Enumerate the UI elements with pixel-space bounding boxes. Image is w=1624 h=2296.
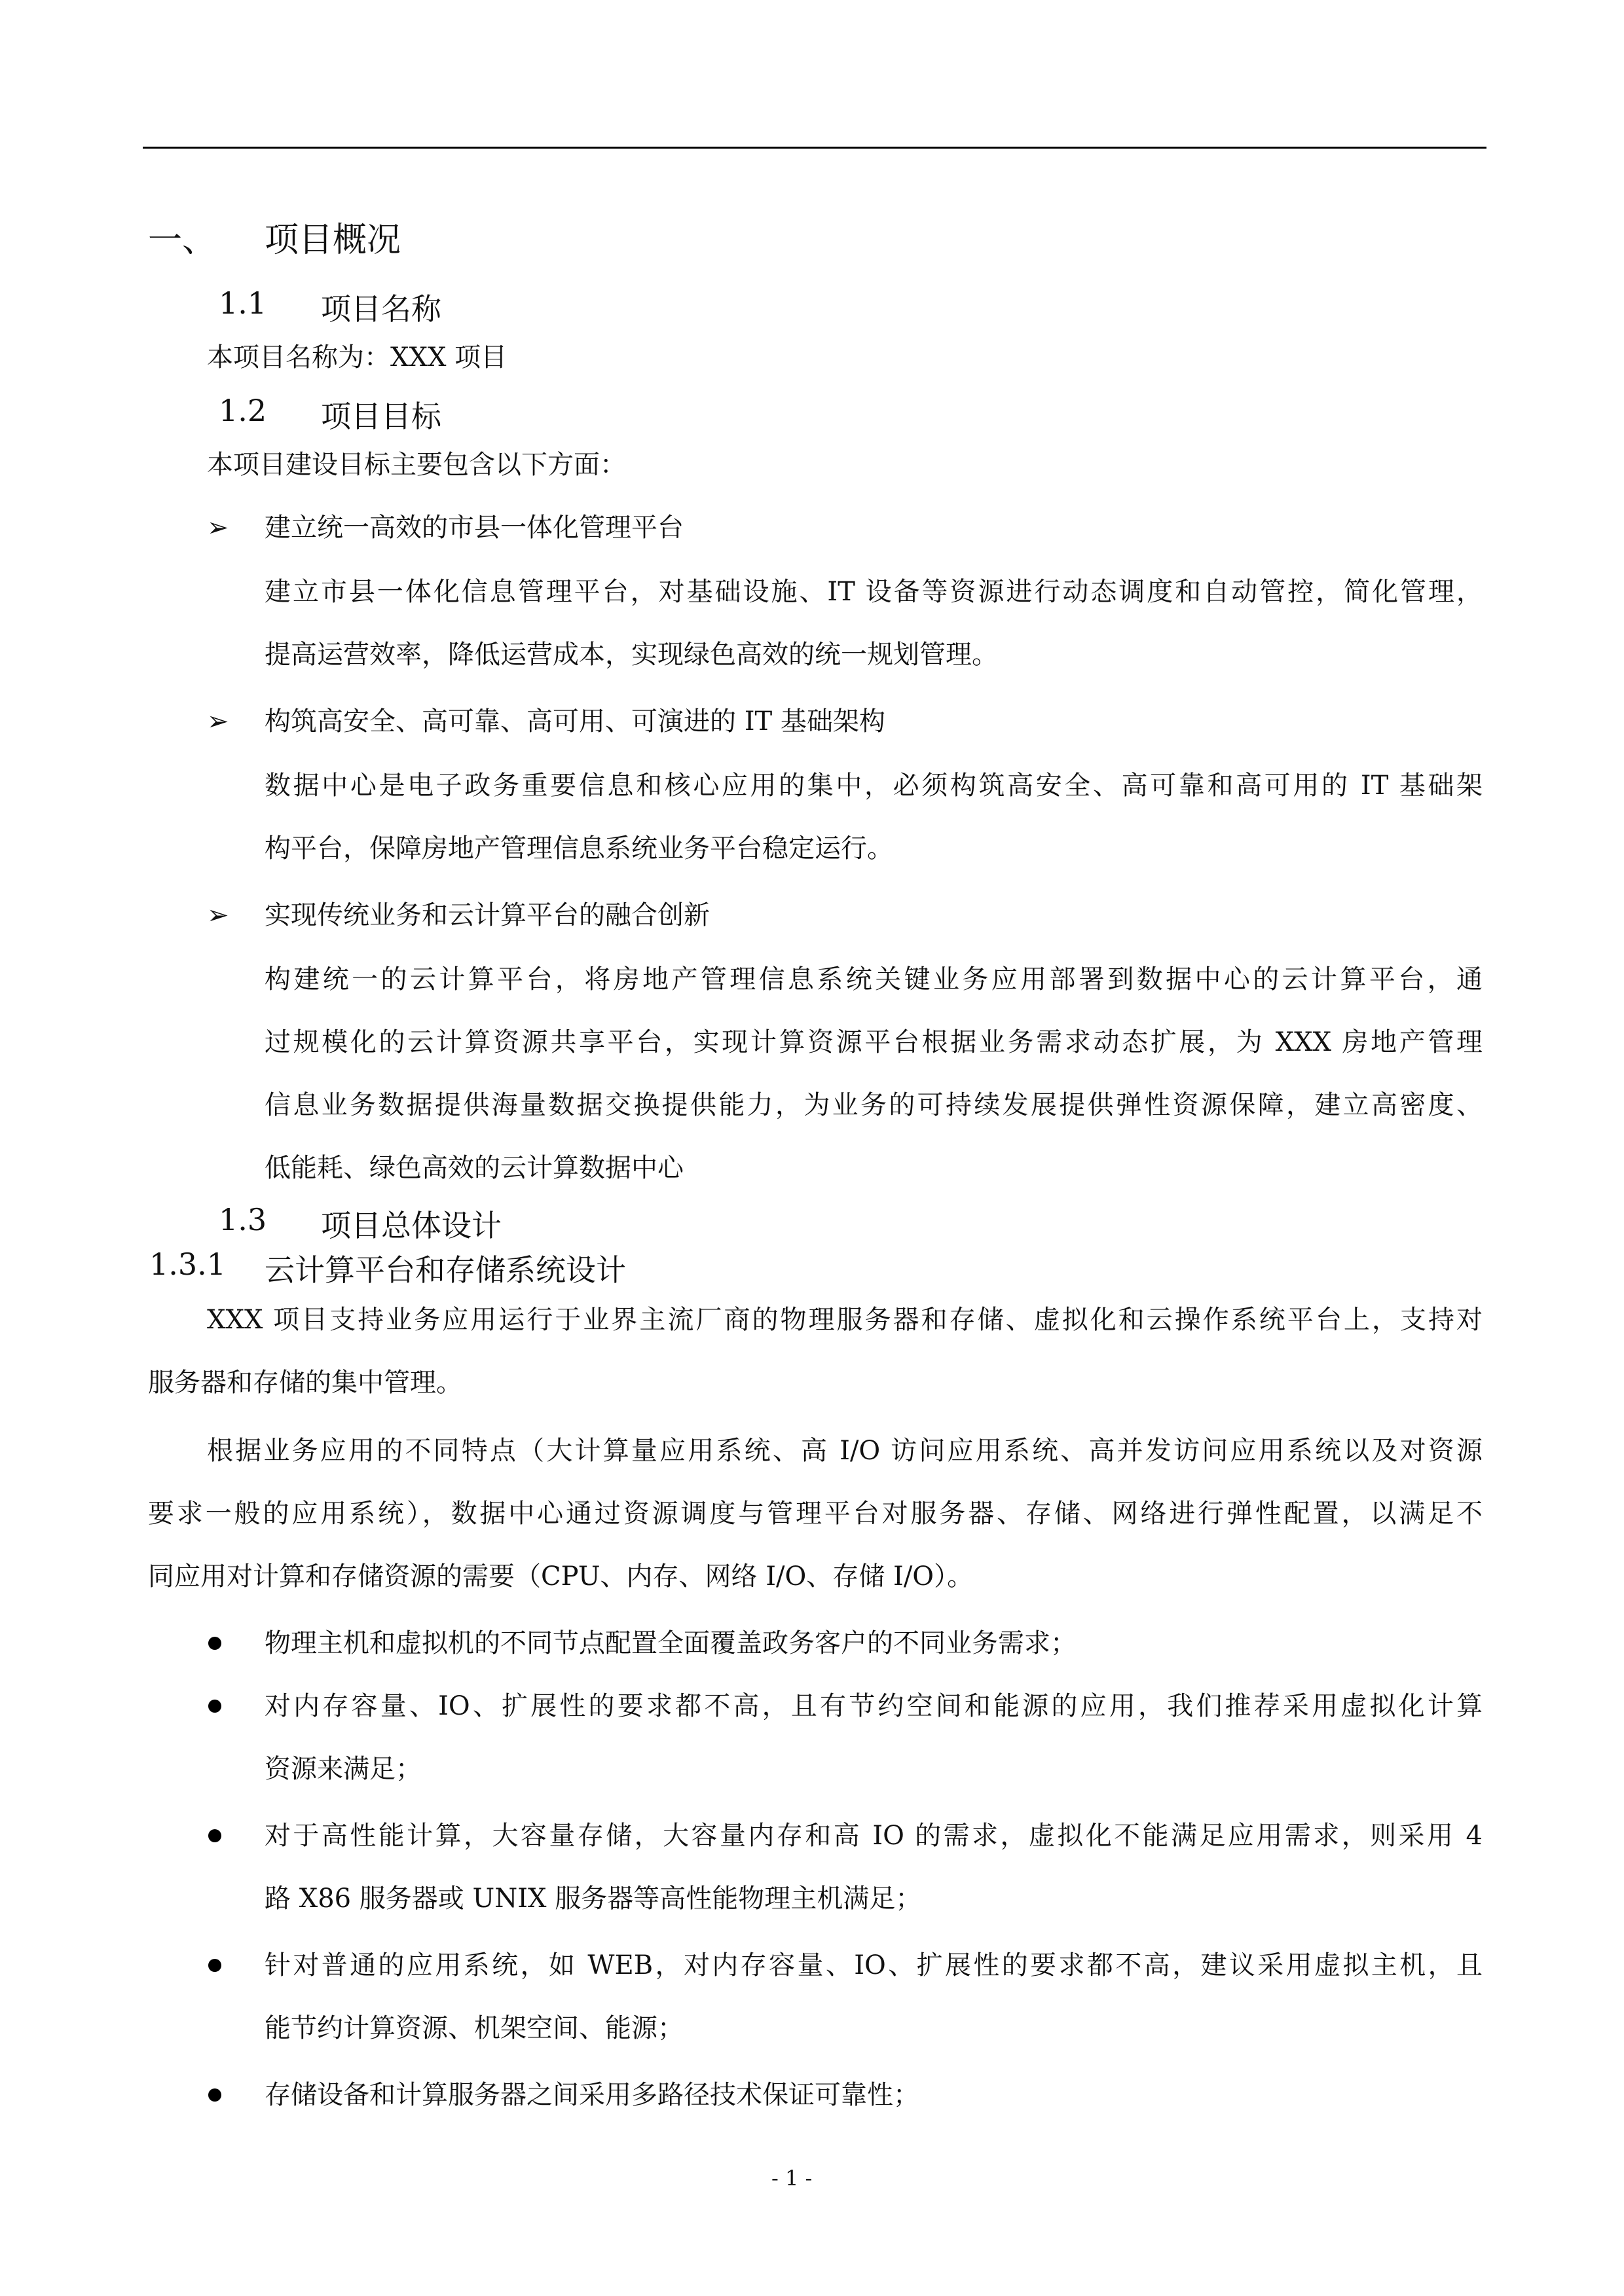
paragraph-line: 根据业务应用的不同特点（大计算量应用系统、高 I/O 访问应用系统、高并发访问应用系统以及对资源 — [207, 1436, 1483, 1466]
project-name-text: 本项目名称为：XXX 项目 — [207, 342, 507, 373]
arrow-bullet-icon: ➢ — [207, 513, 229, 543]
goal-desc-line: 过规模化的云计算资源共享平台，实现计算资源平台根据业务需求动态扩展，为 XXX 房地产管理 — [265, 1027, 1483, 1057]
bullet-line: 路 X86 服务器或 UNIX 服务器等高性能物理主机满足； — [265, 1884, 922, 1914]
paragraph-line: XXX 项目支持业务应用运行于业界主流厂商的物理服务器和存储、虚拟化和云操作系统平台上，支持对 — [207, 1305, 1483, 1335]
goal-desc-line: 构平台，保障房地产管理信息系统业务平台稳定运行。 — [265, 833, 893, 864]
paragraph-line: 服务器和存储的集中管理。 — [148, 1368, 462, 1398]
subsection-title-1-3-1: 云计算平台和存储系统设计 — [265, 1252, 626, 1288]
subsection-number-1-1: 1.1 — [219, 285, 267, 321]
arrow-bullet-icon: ➢ — [207, 900, 229, 930]
header-rule — [143, 147, 1486, 149]
goal-title: 实现传统业务和云计算平台的融合创新 — [265, 900, 710, 930]
subsection-number-1-3: 1.3 — [219, 1202, 267, 1237]
bullet-dot-icon — [208, 2088, 221, 2102]
subsection-title-1-1: 项目名称 — [321, 291, 441, 327]
arrow-bullet-icon: ➢ — [207, 706, 229, 737]
paragraph-line: 要求一般的应用系统），数据中心通过资源调度与管理平台对服务器、存储、网络进行弹性配置，以满足不 — [148, 1499, 1483, 1529]
subsection-title-1-3: 项目总体设计 — [321, 1208, 502, 1243]
bullet-dot-icon — [208, 1829, 221, 1842]
section-title: 项目概况 — [265, 221, 401, 260]
bullet-line: 存储设备和计算服务器之间采用多路径技术保证可靠性； — [265, 2080, 919, 2110]
goal-desc-line: 构建统一的云计算平台，将房地产管理信息系统关键业务应用部署到数据中心的云计算平台，通 — [265, 964, 1483, 994]
goals-intro: 本项目建设目标主要包含以下方面： — [207, 450, 626, 480]
paragraph-line: 同应用对计算和存储资源的需要（CPU、内存、网络 I/O、存储 I/O）。 — [148, 1561, 974, 1592]
goal-desc-line: 低能耗、绿色高效的云计算数据中心 — [265, 1153, 684, 1183]
bullet-dot-icon — [208, 1700, 221, 1713]
bullet-line: 能节约计算资源、机架空间、能源； — [265, 2013, 684, 2043]
goal-title: 构筑高安全、高可靠、高可用、可演进的 IT 基础架构 — [265, 706, 885, 737]
goal-desc-line: 提高运营效率，降低运营成本，实现绿色高效的统一规划管理。 — [265, 640, 998, 670]
section-number: 一、 — [148, 221, 217, 260]
page-number: - 1 - — [771, 2166, 813, 2191]
subsection-number-1-3-1: 1.3.1 — [149, 1247, 227, 1282]
goal-desc-line: 建立市县一体化信息管理平台，对基础设施、IT 设备等资源进行动态调度和自动管控，简化管理， — [265, 577, 1483, 607]
bullet-line: 对内存容量、IO、扩展性的要求都不高，且有节约空间和能源的应用，我们推荐采用虚拟化计算 — [265, 1691, 1483, 1721]
subsection-title-1-2: 项目目标 — [321, 399, 441, 434]
bullet-line: 资源来满足； — [265, 1754, 422, 1784]
bullet-line: 对于高性能计算，大容量存储，大容量内存和高 IO 的需求，虚拟化不能满足应用需求，则采用 4 — [265, 1821, 1483, 1851]
goal-desc-line: 信息业务数据提供海量数据交换提供能力，为业务的可持续发展提供弹性资源保障，建立高密度、 — [265, 1090, 1483, 1120]
bullet-line: 物理主机和虚拟机的不同节点配置全面覆盖政务客户的不同业务需求； — [265, 1628, 1077, 1658]
bullet-dot-icon — [208, 1637, 221, 1650]
bullet-dot-icon — [208, 1959, 221, 1972]
bullet-line: 针对普通的应用系统，如 WEB，对内存容量、IO、扩展性的要求都不高，建议采用虚拟主机，且 — [265, 1950, 1483, 1980]
subsection-number-1-2: 1.2 — [219, 393, 267, 428]
goal-title: 建立统一高效的市县一体化管理平台 — [265, 513, 684, 543]
goal-desc-line: 数据中心是电子政务重要信息和核心应用的集中，必须构筑高安全、高可靠和高可用的 IT 基础架 — [265, 771, 1483, 801]
